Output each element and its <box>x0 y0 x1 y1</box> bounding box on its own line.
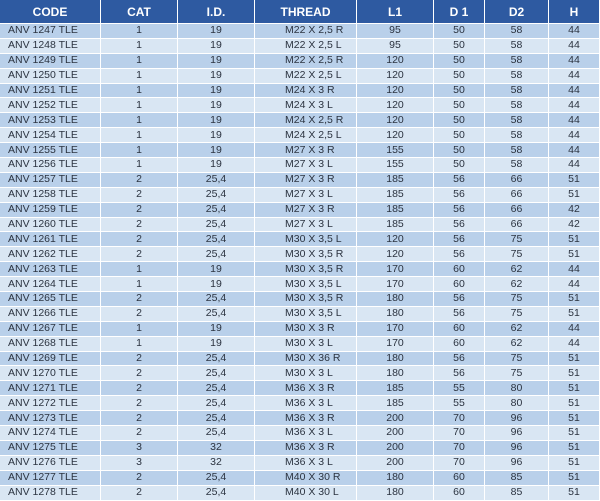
cell-cat: 1 <box>101 54 178 69</box>
cell-code: ANV 1261 TLE <box>0 232 101 247</box>
header-row <box>0 0 600 24</box>
cell-code: ANV 1266 TLE <box>0 307 101 322</box>
cell-l1: 180 <box>357 307 434 322</box>
cell-h: 51 <box>549 456 600 471</box>
cell-d2: 58 <box>485 98 549 113</box>
cell-h: 44 <box>549 113 600 128</box>
cell-thread: M24 X 2,5 R <box>255 113 357 128</box>
cell-cat: 2 <box>101 486 178 501</box>
table-row <box>0 292 600 307</box>
cell-id: 32 <box>178 456 255 471</box>
table-header <box>0 0 600 24</box>
cell-l1: 180 <box>357 292 434 307</box>
cell-cat: 2 <box>101 307 178 322</box>
table-row <box>0 247 600 262</box>
table-row <box>0 307 600 322</box>
cell-code: ANV 1269 TLE <box>0 352 101 367</box>
cell-d2: 58 <box>485 158 549 173</box>
cell-id: 19 <box>178 277 255 292</box>
cell-thread: M22 X 2,5 L <box>255 69 357 84</box>
cell-code: ANV 1252 TLE <box>0 98 101 113</box>
table-row <box>0 381 600 396</box>
cell-h: 44 <box>549 158 600 173</box>
cell-d1: 60 <box>434 486 485 501</box>
cell-h: 51 <box>549 307 600 322</box>
cell-h: 51 <box>549 232 600 247</box>
table-row <box>0 98 600 113</box>
cell-id: 19 <box>178 143 255 158</box>
cell-thread: M36 X 3 L <box>255 396 357 411</box>
cell-d2: 62 <box>485 322 549 337</box>
cell-cat: 3 <box>101 441 178 456</box>
cell-l1: 180 <box>357 486 434 501</box>
table-row <box>0 456 600 471</box>
cell-d2: 62 <box>485 262 549 277</box>
cell-thread: M36 X 3 R <box>255 381 357 396</box>
table-row <box>0 69 600 84</box>
cell-id: 19 <box>178 337 255 352</box>
cell-d2: 80 <box>485 396 549 411</box>
cell-d1: 50 <box>434 39 485 54</box>
cell-d2: 58 <box>485 54 549 69</box>
cell-thread: M27 X 3 L <box>255 218 357 233</box>
cell-code: ANV 1250 TLE <box>0 69 101 84</box>
cell-h: 42 <box>549 203 600 218</box>
cell-id: 25,4 <box>178 486 255 501</box>
cell-h: 44 <box>549 128 600 143</box>
cell-thread: M30 X 3 R <box>255 322 357 337</box>
table-row <box>0 143 600 158</box>
cell-d1: 56 <box>434 188 485 203</box>
cell-d2: 58 <box>485 69 549 84</box>
cell-d2: 96 <box>485 456 549 471</box>
cell-cat: 2 <box>101 396 178 411</box>
cell-id: 25,4 <box>178 381 255 396</box>
table-row <box>0 322 600 337</box>
cell-id: 25,4 <box>178 188 255 203</box>
cell-l1: 120 <box>357 54 434 69</box>
column-header-code: CODE <box>0 0 101 24</box>
cell-cat: 2 <box>101 471 178 486</box>
cell-d1: 50 <box>434 158 485 173</box>
cell-l1: 120 <box>357 84 434 99</box>
cell-cat: 2 <box>101 173 178 188</box>
cell-code: ANV 1247 TLE <box>0 24 101 39</box>
table-row <box>0 39 600 54</box>
cell-id: 19 <box>178 69 255 84</box>
cell-l1: 120 <box>357 69 434 84</box>
cell-d2: 75 <box>485 307 549 322</box>
cell-cat: 2 <box>101 292 178 307</box>
cell-d2: 85 <box>485 486 549 501</box>
cell-d2: 75 <box>485 247 549 262</box>
cell-l1: 120 <box>357 232 434 247</box>
cell-d2: 96 <box>485 441 549 456</box>
cell-thread: M30 X 36 R <box>255 352 357 367</box>
cell-h: 44 <box>549 337 600 352</box>
cell-thread: M27 X 3 L <box>255 188 357 203</box>
cell-thread: M24 X 3 R <box>255 84 357 99</box>
column-header-h: H <box>549 0 600 24</box>
cell-thread: M27 X 3 R <box>255 143 357 158</box>
cell-l1: 170 <box>357 322 434 337</box>
cell-l1: 180 <box>357 471 434 486</box>
cell-cat: 2 <box>101 381 178 396</box>
cell-code: ANV 1256 TLE <box>0 158 101 173</box>
cell-thread: M30 X 3,5 R <box>255 292 357 307</box>
cell-id: 25,4 <box>178 352 255 367</box>
cell-thread: M30 X 3,5 R <box>255 247 357 262</box>
cell-id: 19 <box>178 84 255 99</box>
cell-d2: 58 <box>485 84 549 99</box>
cell-d2: 75 <box>485 232 549 247</box>
cell-id: 19 <box>178 39 255 54</box>
table-row <box>0 277 600 292</box>
table-row <box>0 218 600 233</box>
cell-d2: 66 <box>485 203 549 218</box>
cell-thread: M40 X 30 L <box>255 486 357 501</box>
cell-l1: 170 <box>357 277 434 292</box>
cell-id: 25,4 <box>178 411 255 426</box>
cell-h: 51 <box>549 352 600 367</box>
cell-l1: 120 <box>357 247 434 262</box>
table-row <box>0 441 600 456</box>
cell-code: ANV 1262 TLE <box>0 247 101 262</box>
cell-h: 44 <box>549 143 600 158</box>
cell-thread: M22 X 2,5 R <box>255 24 357 39</box>
cell-cat: 1 <box>101 69 178 84</box>
cell-d2: 58 <box>485 24 549 39</box>
column-header-d1: D 1 <box>434 0 485 24</box>
cell-id: 19 <box>178 128 255 143</box>
cell-id: 25,4 <box>178 173 255 188</box>
table-row <box>0 262 600 277</box>
cell-h: 51 <box>549 292 600 307</box>
cell-h: 44 <box>549 84 600 99</box>
cell-thread: M36 X 3 L <box>255 456 357 471</box>
cell-l1: 200 <box>357 426 434 441</box>
cell-cat: 2 <box>101 366 178 381</box>
cell-thread: M27 X 3 L <box>255 158 357 173</box>
cell-d1: 56 <box>434 352 485 367</box>
cell-l1: 185 <box>357 173 434 188</box>
cell-cat: 2 <box>101 188 178 203</box>
cell-d1: 70 <box>434 411 485 426</box>
cell-cat: 1 <box>101 98 178 113</box>
cell-d2: 75 <box>485 292 549 307</box>
cell-id: 25,4 <box>178 247 255 262</box>
cell-d2: 62 <box>485 337 549 352</box>
cell-l1: 95 <box>357 39 434 54</box>
cell-l1: 185 <box>357 218 434 233</box>
column-header-l1: L1 <box>357 0 434 24</box>
cell-thread: M30 X 3,5 L <box>255 277 357 292</box>
cell-cat: 1 <box>101 337 178 352</box>
cell-code: ANV 1268 TLE <box>0 337 101 352</box>
cell-d1: 70 <box>434 456 485 471</box>
column-header-cat: CAT <box>101 0 178 24</box>
table-row <box>0 173 600 188</box>
cell-code: ANV 1259 TLE <box>0 203 101 218</box>
cell-thread: M22 X 2,5 L <box>255 39 357 54</box>
cell-d1: 56 <box>434 366 485 381</box>
cell-h: 51 <box>549 411 600 426</box>
cell-code: ANV 1278 TLE <box>0 486 101 501</box>
cell-d1: 50 <box>434 113 485 128</box>
cell-id: 19 <box>178 98 255 113</box>
cell-h: 51 <box>549 426 600 441</box>
cell-code: ANV 1265 TLE <box>0 292 101 307</box>
cell-l1: 155 <box>357 158 434 173</box>
cell-thread: M36 X 3 R <box>255 411 357 426</box>
cell-d1: 60 <box>434 262 485 277</box>
column-header-thread: THREAD <box>255 0 357 24</box>
cell-thread: M36 X 3 L <box>255 426 357 441</box>
cell-id: 25,4 <box>178 426 255 441</box>
cell-cat: 1 <box>101 128 178 143</box>
cell-d1: 50 <box>434 24 485 39</box>
cell-l1: 120 <box>357 98 434 113</box>
cell-h: 51 <box>549 381 600 396</box>
cell-cat: 1 <box>101 84 178 99</box>
cell-h: 44 <box>549 39 600 54</box>
cell-h: 44 <box>549 262 600 277</box>
cell-l1: 185 <box>357 381 434 396</box>
cell-thread: M30 X 3,5 L <box>255 307 357 322</box>
cell-h: 44 <box>549 98 600 113</box>
cell-code: ANV 1275 TLE <box>0 441 101 456</box>
cell-cat: 2 <box>101 203 178 218</box>
cell-h: 44 <box>549 54 600 69</box>
cell-l1: 120 <box>357 128 434 143</box>
cell-cat: 2 <box>101 247 178 262</box>
cell-thread: M40 X 30 R <box>255 471 357 486</box>
cell-id: 25,4 <box>178 203 255 218</box>
cell-d2: 58 <box>485 39 549 54</box>
cell-id: 19 <box>178 158 255 173</box>
cell-d1: 55 <box>434 396 485 411</box>
cell-code: ANV 1257 TLE <box>0 173 101 188</box>
cell-h: 44 <box>549 24 600 39</box>
cell-d2: 75 <box>485 352 549 367</box>
table-row <box>0 188 600 203</box>
cell-cat: 2 <box>101 426 178 441</box>
cell-l1: 170 <box>357 337 434 352</box>
cell-code: ANV 1277 TLE <box>0 471 101 486</box>
table-row <box>0 486 600 501</box>
cell-cat: 1 <box>101 158 178 173</box>
cell-code: ANV 1274 TLE <box>0 426 101 441</box>
cell-id: 19 <box>178 113 255 128</box>
cell-h: 42 <box>549 218 600 233</box>
cell-l1: 185 <box>357 396 434 411</box>
cell-h: 51 <box>549 366 600 381</box>
cell-d2: 80 <box>485 381 549 396</box>
cell-cat: 1 <box>101 24 178 39</box>
table-row <box>0 113 600 128</box>
cell-d1: 70 <box>434 441 485 456</box>
cell-thread: M27 X 3 R <box>255 173 357 188</box>
cell-code: ANV 1272 TLE <box>0 396 101 411</box>
cell-id: 19 <box>178 54 255 69</box>
cell-d1: 60 <box>434 471 485 486</box>
cell-l1: 185 <box>357 203 434 218</box>
table-row <box>0 203 600 218</box>
cell-id: 25,4 <box>178 396 255 411</box>
table-row <box>0 426 600 441</box>
cell-thread: M30 X 3 L <box>255 366 357 381</box>
cell-d2: 96 <box>485 426 549 441</box>
cell-l1: 185 <box>357 188 434 203</box>
cell-d1: 56 <box>434 232 485 247</box>
cell-code: ANV 1263 TLE <box>0 262 101 277</box>
cell-thread: M30 X 3,5 L <box>255 232 357 247</box>
cell-d2: 66 <box>485 188 549 203</box>
table-row <box>0 158 600 173</box>
cell-code: ANV 1264 TLE <box>0 277 101 292</box>
cell-l1: 155 <box>357 143 434 158</box>
cell-d1: 60 <box>434 277 485 292</box>
cell-thread: M22 X 2,5 R <box>255 54 357 69</box>
table-row <box>0 352 600 367</box>
cell-cat: 1 <box>101 262 178 277</box>
cell-d1: 50 <box>434 128 485 143</box>
cell-d1: 56 <box>434 292 485 307</box>
cell-cat: 2 <box>101 352 178 367</box>
cell-h: 44 <box>549 69 600 84</box>
cell-id: 25,4 <box>178 307 255 322</box>
cell-d1: 50 <box>434 84 485 99</box>
table-row <box>0 337 600 352</box>
column-header-d2: D2 <box>485 0 549 24</box>
cell-thread: M24 X 2,5 L <box>255 128 357 143</box>
table-row <box>0 128 600 143</box>
table-row <box>0 24 600 39</box>
table-row <box>0 54 600 69</box>
cell-l1: 170 <box>357 262 434 277</box>
table-row <box>0 366 600 381</box>
table-row <box>0 396 600 411</box>
cell-d1: 50 <box>434 98 485 113</box>
cell-code: ANV 1253 TLE <box>0 113 101 128</box>
cell-d1: 60 <box>434 322 485 337</box>
cell-cat: 3 <box>101 456 178 471</box>
cell-d1: 50 <box>434 54 485 69</box>
cell-h: 44 <box>549 277 600 292</box>
cell-d2: 96 <box>485 411 549 426</box>
column-header-id: I.D. <box>178 0 255 24</box>
cell-h: 44 <box>549 322 600 337</box>
cell-id: 25,4 <box>178 218 255 233</box>
cell-h: 51 <box>549 471 600 486</box>
table-row <box>0 84 600 99</box>
cell-thread: M24 X 3 L <box>255 98 357 113</box>
cell-id: 19 <box>178 262 255 277</box>
cell-code: ANV 1254 TLE <box>0 128 101 143</box>
cell-id: 25,4 <box>178 292 255 307</box>
cell-id: 19 <box>178 24 255 39</box>
cell-h: 51 <box>549 173 600 188</box>
cell-d2: 58 <box>485 113 549 128</box>
cell-h: 51 <box>549 441 600 456</box>
cell-cat: 1 <box>101 113 178 128</box>
cell-l1: 95 <box>357 24 434 39</box>
cell-code: ANV 1260 TLE <box>0 218 101 233</box>
cell-code: ANV 1251 TLE <box>0 84 101 99</box>
cell-d1: 56 <box>434 173 485 188</box>
cell-l1: 180 <box>357 352 434 367</box>
cell-cat: 1 <box>101 277 178 292</box>
cell-code: ANV 1267 TLE <box>0 322 101 337</box>
cell-cat: 2 <box>101 218 178 233</box>
cell-d1: 70 <box>434 426 485 441</box>
cell-id: 25,4 <box>178 232 255 247</box>
table-row <box>0 471 600 486</box>
cell-code: ANV 1255 TLE <box>0 143 101 158</box>
cell-thread: M30 X 3 L <box>255 337 357 352</box>
cell-d1: 56 <box>434 247 485 262</box>
cell-thread: M36 X 3 R <box>255 441 357 456</box>
cell-d2: 85 <box>485 471 549 486</box>
cell-code: ANV 1276 TLE <box>0 456 101 471</box>
cell-d1: 56 <box>434 218 485 233</box>
cell-cat: 1 <box>101 39 178 54</box>
cell-d1: 56 <box>434 307 485 322</box>
cell-d1: 56 <box>434 203 485 218</box>
cell-code: ANV 1270 TLE <box>0 366 101 381</box>
cell-d2: 66 <box>485 173 549 188</box>
cell-code: ANV 1271 TLE <box>0 381 101 396</box>
cell-code: ANV 1273 TLE <box>0 411 101 426</box>
cell-l1: 200 <box>357 441 434 456</box>
cell-code: ANV 1248 TLE <box>0 39 101 54</box>
cell-id: 32 <box>178 441 255 456</box>
cell-d1: 60 <box>434 337 485 352</box>
cell-id: 25,4 <box>178 471 255 486</box>
cell-d1: 50 <box>434 143 485 158</box>
cell-d1: 50 <box>434 69 485 84</box>
cell-id: 25,4 <box>178 366 255 381</box>
table-body <box>0 24 600 501</box>
cell-cat: 1 <box>101 143 178 158</box>
cell-cat: 2 <box>101 232 178 247</box>
cell-h: 51 <box>549 188 600 203</box>
table-row <box>0 411 600 426</box>
cell-cat: 2 <box>101 411 178 426</box>
cell-thread: M27 X 3 R <box>255 203 357 218</box>
cell-thread: M30 X 3,5 R <box>255 262 357 277</box>
cell-l1: 120 <box>357 113 434 128</box>
cell-l1: 200 <box>357 456 434 471</box>
cell-l1: 200 <box>357 411 434 426</box>
cell-h: 51 <box>549 396 600 411</box>
table-row <box>0 232 600 247</box>
cell-d2: 58 <box>485 128 549 143</box>
cell-code: ANV 1258 TLE <box>0 188 101 203</box>
cell-d1: 55 <box>434 381 485 396</box>
cell-h: 51 <box>549 486 600 501</box>
cell-id: 19 <box>178 322 255 337</box>
cell-code: ANV 1249 TLE <box>0 54 101 69</box>
cell-l1: 180 <box>357 366 434 381</box>
cell-h: 51 <box>549 247 600 262</box>
cell-cat: 1 <box>101 322 178 337</box>
cell-d2: 62 <box>485 277 549 292</box>
cell-d2: 75 <box>485 366 549 381</box>
cell-d2: 58 <box>485 143 549 158</box>
cell-d2: 66 <box>485 218 549 233</box>
